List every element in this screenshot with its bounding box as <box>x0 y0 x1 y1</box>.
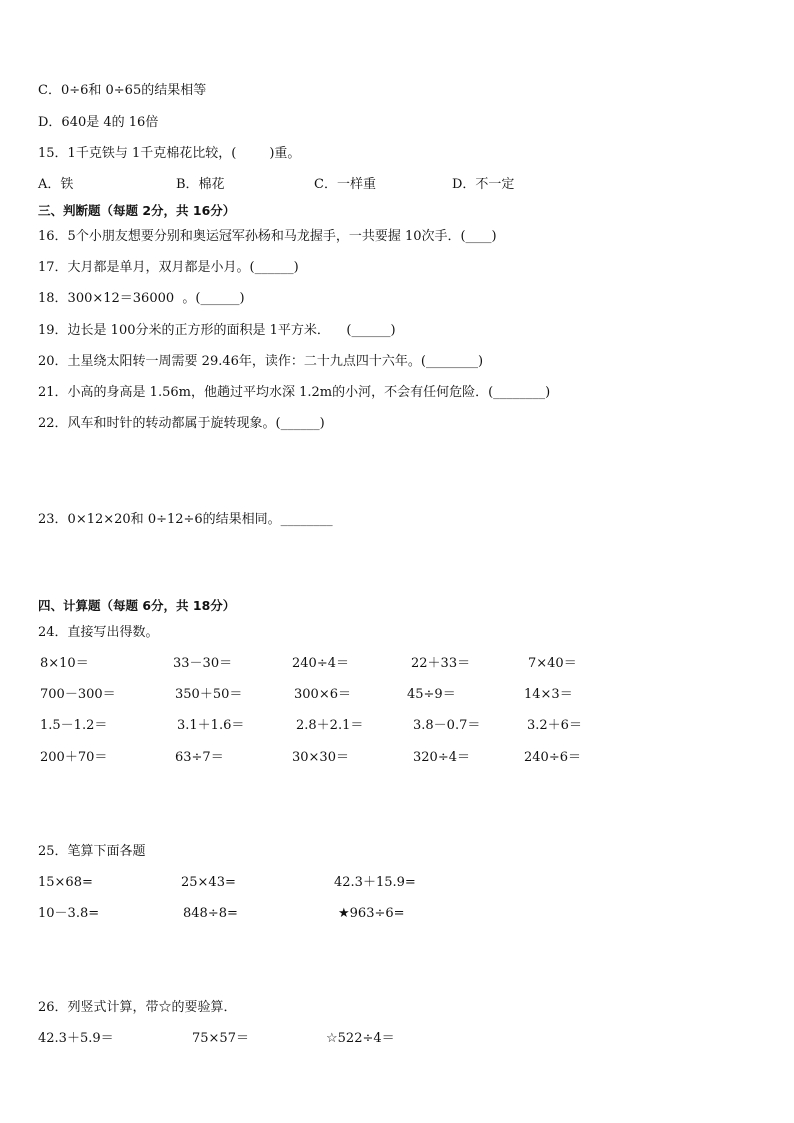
question-15: 15．1千克铁与 1千克棉花比较，( )重。 <box>38 146 301 161</box>
q24-item: 240÷4＝ <box>292 656 349 671</box>
question-23: 23．0×12×20和 0÷12÷6的结果相同。________ <box>38 512 333 527</box>
section-4-title: 四、计算题（每题 6分，共 18分） <box>38 598 236 613</box>
q24-item: 3.2＋6＝ <box>527 718 582 733</box>
q24-item: 14×3＝ <box>524 687 573 702</box>
q24-item: 2.8＋2.1＝ <box>296 718 364 733</box>
question-18: 18．300×12＝36000 。(______) <box>38 291 245 306</box>
q15-option-c: C．一样重 <box>314 177 376 192</box>
q25-item: 848÷8= <box>183 906 238 921</box>
q24-item: 30×30＝ <box>292 750 349 765</box>
q15-option-b: B．棉花 <box>176 177 225 192</box>
q24-item: 320÷4＝ <box>413 750 470 765</box>
q24-item: 350＋50＝ <box>175 687 243 702</box>
q24-item: 200＋70＝ <box>40 750 108 765</box>
q15-option-a: A．铁 <box>38 177 74 192</box>
q24-item: 1.5－1.2＝ <box>40 718 108 733</box>
q24-item: 240÷6＝ <box>524 750 581 765</box>
q24-item: 7×40＝ <box>528 656 577 671</box>
question-19: 19．边长是 100分米的正方形的面积是 1平方米． (______) <box>38 323 396 338</box>
question-16: 16．5个小朋友想要分别和奥运冠军孙杨和马龙握手，一共要握 10次手．(____) <box>38 229 497 244</box>
q24-item: 63÷7＝ <box>175 750 224 765</box>
q26-item: 42.3＋5.9＝ <box>38 1031 114 1046</box>
q24-item: 700－300＝ <box>40 687 116 702</box>
q25-item: 10－3.8= <box>38 906 100 921</box>
q24-item: 3.8－0.7＝ <box>413 718 481 733</box>
option-c-text: C．0÷6和 0÷65的结果相等 <box>38 83 207 98</box>
q25-item: 15×68= <box>38 875 93 890</box>
q24-item: 300×6＝ <box>294 687 351 702</box>
option-d-text: D．640是 4的 16倍 <box>38 115 159 130</box>
q24-item: 22＋33＝ <box>411 656 471 671</box>
q24-item: 33－30＝ <box>173 656 233 671</box>
q26-item: 75×57＝ <box>192 1031 249 1046</box>
question-17: 17．大月都是单月，双月都是小月。(______) <box>38 260 299 275</box>
question-25-title: 25．笔算下面各题 <box>38 844 146 859</box>
question-24-title: 24．直接写出得数。 <box>38 625 159 640</box>
q24-item: 3.1＋1.6＝ <box>177 718 245 733</box>
q24-item: 8×10＝ <box>40 656 89 671</box>
q15-option-d: D．不一定 <box>452 177 515 192</box>
question-26-title: 26．列竖式计算，带☆的要验算． <box>38 1000 237 1015</box>
q26-item: ☆522÷4＝ <box>326 1031 395 1046</box>
q25-item: 42.3＋15.9= <box>334 875 416 890</box>
q25-item: 25×43= <box>181 875 236 890</box>
question-21: 21．小高的身高是 1.56m，他趟过平均水深 1.2m的小河，不会有任何危险．(________) <box>38 385 551 400</box>
section-3-title: 三、判断题（每题 2分，共 16分） <box>38 203 236 218</box>
q24-item: 45÷9＝ <box>407 687 456 702</box>
question-20: 20．土星绕太阳转一周需要 29.46年，读作：二十九点四十六年。(________) <box>38 354 484 369</box>
q25-item: ★963÷6= <box>338 906 405 921</box>
question-22: 22．风车和时针的转动都属于旋转现象。(______) <box>38 416 325 431</box>
